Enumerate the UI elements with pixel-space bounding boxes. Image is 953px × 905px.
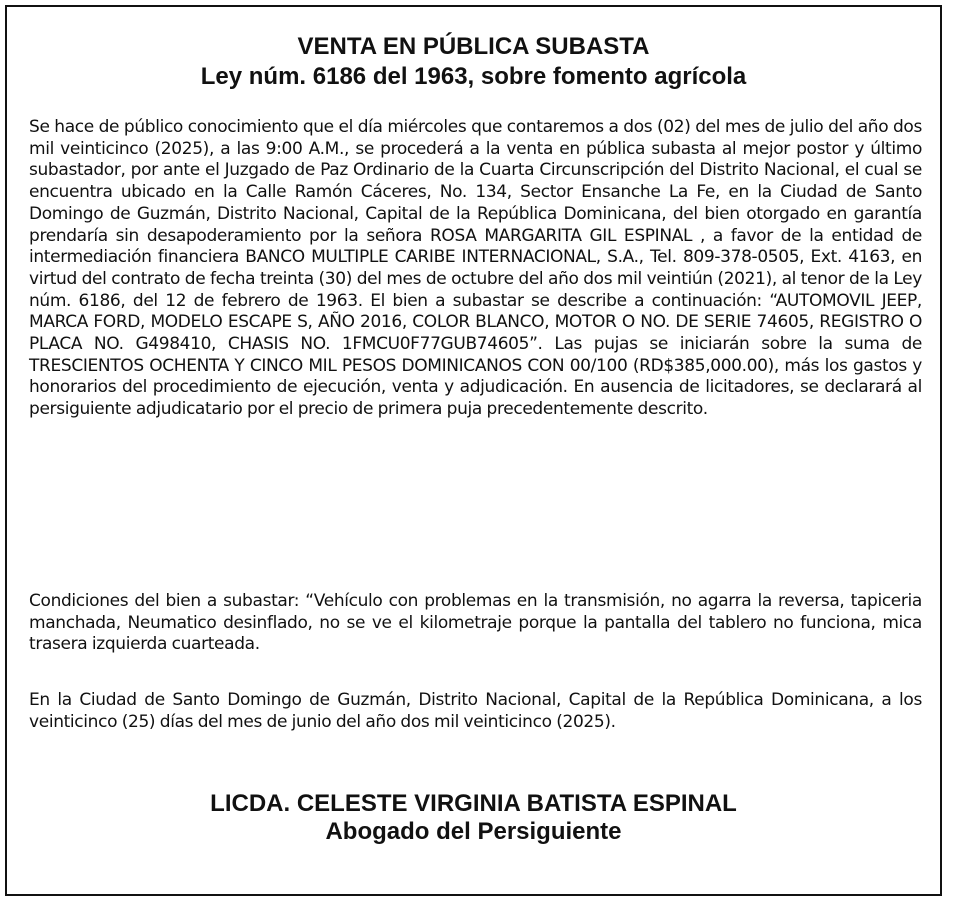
signatory-name: LICDA. CELESTE VIRGINIA BATISTA ESPINAL xyxy=(210,790,737,817)
notice-subtitle: Ley núm. 6186 del 1963, sobre fomento agrícola xyxy=(200,63,747,90)
notice-paragraph-conditions: Condiciones del bien a subastar: “Vehículo con problemas en la transmisión, no agarra la reversa, tapiceria manchada, Neumatico desinflado, no se ve el kilometraje porque la pantalla del tablero no funciona, mica trasera izquierda cuarteada. xyxy=(29,591,922,655)
notice-title: VENTA EN PÚBLICA SUBASTA xyxy=(297,33,650,60)
notice-paragraph-place-date: En la Ciudad de Santo Domingo de Guzmán, Distrito Nacional, Capital de la República Dominicana, a los veinticinco (25) días del mes de junio del año dos mil veinticinco (2025). xyxy=(29,690,922,732)
signatory-role: Abogado del Persiguiente xyxy=(325,818,622,845)
notice-frame xyxy=(5,5,942,896)
notice-paragraph-main: Se hace de público conocimiento que el día miércoles que contaremos a dos (02) del mes de julio del año dos mil veinticinco (2025), a las 9:00 A.M., se procederá a la venta en pública subasta al mejor postor y último subastador, por ante el Juzgado de Paz Ordinario de la Cuarta Circunscripción del Distrito Nacional, el cual se encuentra ubicado en la Calle Ramón Cáceres, No. 134, Sector Ensanche La Fe, en la Ciudad de Santo Domingo de Guzmán, Distrito Nacional, Capital de la República Dominicana, del bien otorgado en garantía prendaría sin desapoderamiento por la señora ROSA MARGARITA GIL ESPINAL , a favor de la entidad de intermediación financiera BANCO MULTIPLE CARIBE INTERNACIONAL, S.A., Tel. 809-378-0505, Ext. 4163, en virtud del contrato de fecha treinta (30) del mes de octubre del año dos mil veintiún (2021), al tenor de la Ley núm. 6186, del 12 de febrero de 1963. El bien a subastar se describe a continuación: “AUTOMOVIL JEEP, MARCA FORD, MODELO ESCAPE S, AÑO 2016, COLOR BLANCO, MOTOR O NO. DE SERIE 74605, REGISTRO O PLACA NO. G498410, CHASIS NO. 1FMCU0F77GUB74605”. Las pujas se iniciarán sobre la suma de TRESCIENTOS OCHENTA Y CINCO MIL PESOS DOMINICANOS CON 00/100 (RD$385,000.00), más los gastos y honorarios del procedimiento de ejecución, venta y adjudicación. En ausencia de licitadores, se declarará al persiguiente adjudicatario por el precio de primera puja precedentemente descrito. xyxy=(29,117,922,420)
